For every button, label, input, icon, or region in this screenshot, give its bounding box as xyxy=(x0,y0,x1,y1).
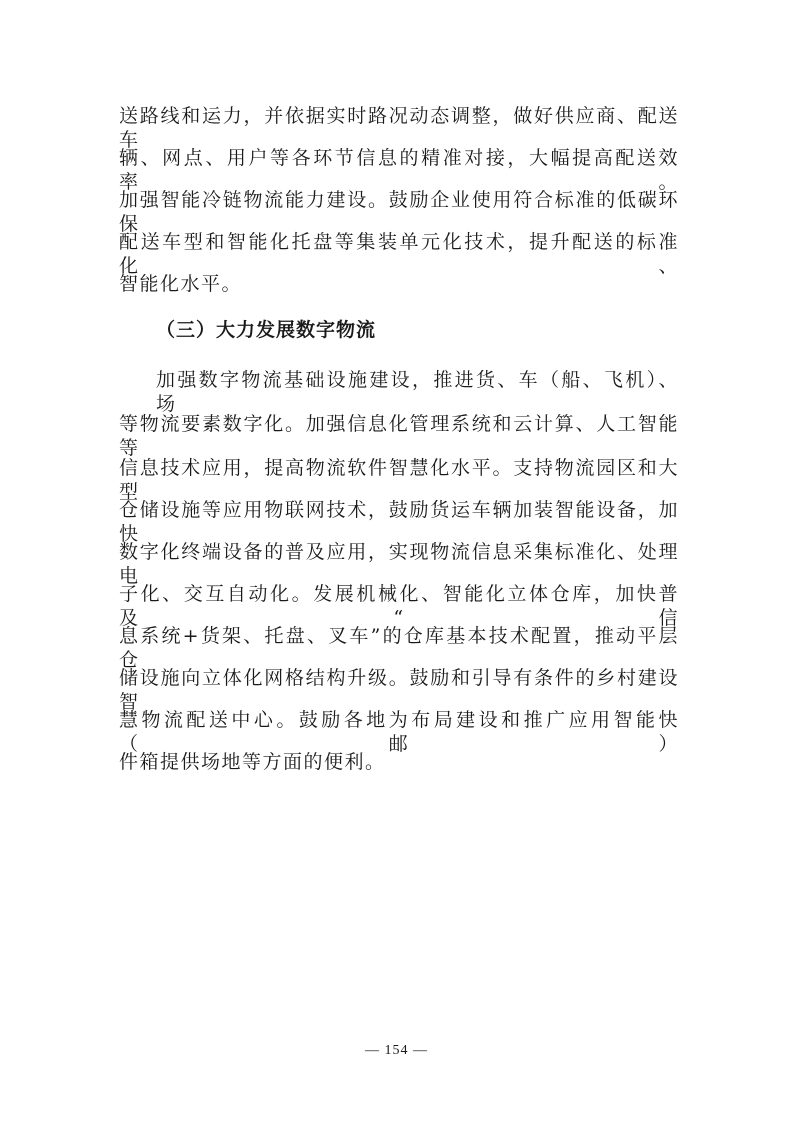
body-text-line: 等物流要素数字化。加强信息化管理系统和云计算、人工智能等 xyxy=(119,413,679,459)
section-heading: （三）大力发展数字物流 xyxy=(156,319,377,341)
body-text-line: 加强数字物流基础设施建设，推进货、车（船、飞机）、场 xyxy=(156,369,679,415)
body-text-line: 加强智能冷链物流能力建设。鼓励企业使用符合标准的低碳环保 xyxy=(119,189,679,235)
body-text-line: 数字化终端设备的普及应用，实现物流信息采集标准化、处理电 xyxy=(119,541,679,587)
body-text-line: 件箱提供场地等方面的便利。 xyxy=(119,751,386,773)
page-number: — 154 — xyxy=(365,1043,428,1058)
body-text-line: 储设施向立体化网格结构升级。鼓励和引导有条件的乡村建设智 xyxy=(119,667,679,713)
body-text-line: 配送车型和智能化托盘等集装单元化技术，提升配送的标准化、 xyxy=(119,231,679,277)
body-text-line: 送路线和运力，并依据实时路况动态调整，做好供应商、配送车 xyxy=(119,105,679,151)
body-text-line: 辆、网点、用户等各环节信息的精准对接，大幅提高配送效率。 xyxy=(119,147,679,193)
body-text-line: 息系统+货架、托盘、叉车”的仓库基本技术配置，推动平层仓 xyxy=(119,625,679,671)
body-text-line: 信息技术应用，提高物流软件智慧化水平。支持物流园区和大型 xyxy=(119,457,679,503)
body-text-line: 子化、交互自动化。发展机械化、智能化立体仓库，加快普及“信 xyxy=(119,583,679,629)
body-text-line: 慧物流配送中心。鼓励各地为布局建设和推广应用智能快（邮） xyxy=(119,709,679,755)
body-text-line: 仓储设施等应用物联网技术，鼓励货运车辆加装智能设备，加快 xyxy=(119,499,679,545)
body-text-line: 智能化水平。 xyxy=(119,273,243,295)
